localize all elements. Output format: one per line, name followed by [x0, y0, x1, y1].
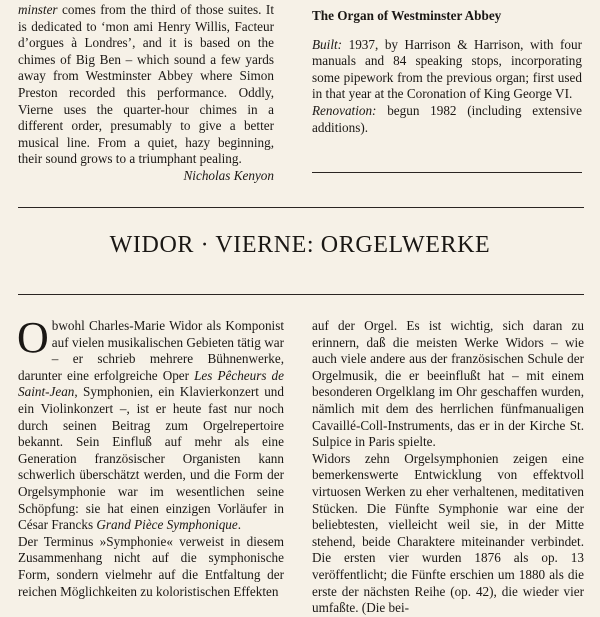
- organ-built-paragraph: [312, 37, 582, 103]
- german-paragraph-4: Widors zehn Orgelsymphonien zeigen eine bemerkenswerte Entwicklung von effektvoll virtuosen Werken zu eher verhaltenen, meditativen Stücken. Die Fünfte Symphonie war eine der beliebtesten, vielleicht weil sie, in der Mitte stehend, beide Charaktere miteinander verbindet. Die ersten vier wurden 1876 als op. 13 veröffentlicht; die Fünfte erschien um 1880 als die erste der nächsten Reihe (op. 42), die wieder vier umfaßte. (Die bei-: [312, 450, 584, 616]
- drop-cap: O: [17, 313, 49, 362]
- english-notes-text: comes from the third of those suites. It is dedicated to ‘mon ami Henry Willis, Facteur d’orgues à Londres’, and it is based on the chimes of Big Ben – which sound a few yards away from Westminster Abbey where Simon Preston recorded this performance. Oddly, Vierne uses the quarter-hour chimes in a different order, presumably to give a better musical line. From a quiet, hazy beginning, their sound grows to a triumphant pealing.: [18, 2, 274, 167]
- opera-title: Les Pêcheurs de Saint-Jean: [18, 367, 284, 400]
- english-notes-paragraph: [18, 2, 274, 168]
- organ-renovation-paragraph: [312, 103, 582, 136]
- german-paragraph-2: Der Terminus »Symphonie« verweist in diesem Zusammenhang nicht auf die symphonische Form, sondern vielmehr auf die Entfaltung der reichen Möglichkeiten zu koloristischen Effekten: [18, 533, 284, 599]
- german-notes-column-right: [312, 318, 584, 617]
- built-label: Built:: [312, 36, 343, 52]
- section-divider-bottom: [18, 294, 584, 295]
- franck-work-title: Grand Pièce Symphonique: [96, 517, 238, 533]
- german-text-1c: .: [237, 517, 242, 533]
- organ-info-box: [312, 8, 582, 136]
- german-paragraph-1: [17, 313, 284, 534]
- organ-box-divider: [312, 172, 582, 173]
- german-notes-column-left: [17, 313, 284, 600]
- german-paragraph-3: auf der Orgel. Es ist wichtig, sich daran zu erinnern, daß die meisten Werke Widors – wie auch viele andere aus der französischen Schule der Orgelmusik, die er beeinflußt hat – mit einem besonderen Orgelklang im Ohr geschaffen wurden, nämlich mit dem des herrlichen fünfmanualigen Cavaillé-Coll-Instruments, das er in der Kirche St. Sulpice in Paris spielte.: [312, 318, 584, 450]
- renovation-text: begun 1982 (including extensive additions).: [312, 102, 582, 135]
- section-divider-top: [18, 207, 584, 208]
- german-text-1a: bwohl Charles-Marie Widor als Komponist auf vielen musikalischen Gebieten tätig war – er schrieb mehrere Bühnenwerke, darunter eine erfolgreiche Oper: [18, 318, 284, 383]
- word-minster: minster: [18, 2, 58, 17]
- organ-box-title: The Organ of Westminster Abbey: [312, 8, 502, 23]
- german-text-1b: , Symphonien, ein Klavierkonzert und ein Violinkonzert –, ist er heute fast nur noch durch seinen Beitrag zum Orgelrepertoire bekannt. Sein Einfluß auf mehr als eine Generation französischer Organisten kann schwerlich überschätzt werden, und die Form der Orgelsymphonie war im wesentlichen seine Schöpfung: sie hat einen einzigen Vorläufer in César Francks: [18, 384, 284, 533]
- author-signature: Nicholas Kenyon: [183, 167, 274, 183]
- english-notes-column: [18, 2, 274, 185]
- section-heading: WIDOR · VIERNE: ORGELWERKE: [109, 232, 491, 258]
- renovation-label: Renovation:: [312, 102, 377, 118]
- built-text: 1937, by Harrison & Harrison, with four manuals and 84 speaking stops, incorporating some pipework from the previous organ; first used in that year at the Coronation of King George VI.: [312, 36, 582, 102]
